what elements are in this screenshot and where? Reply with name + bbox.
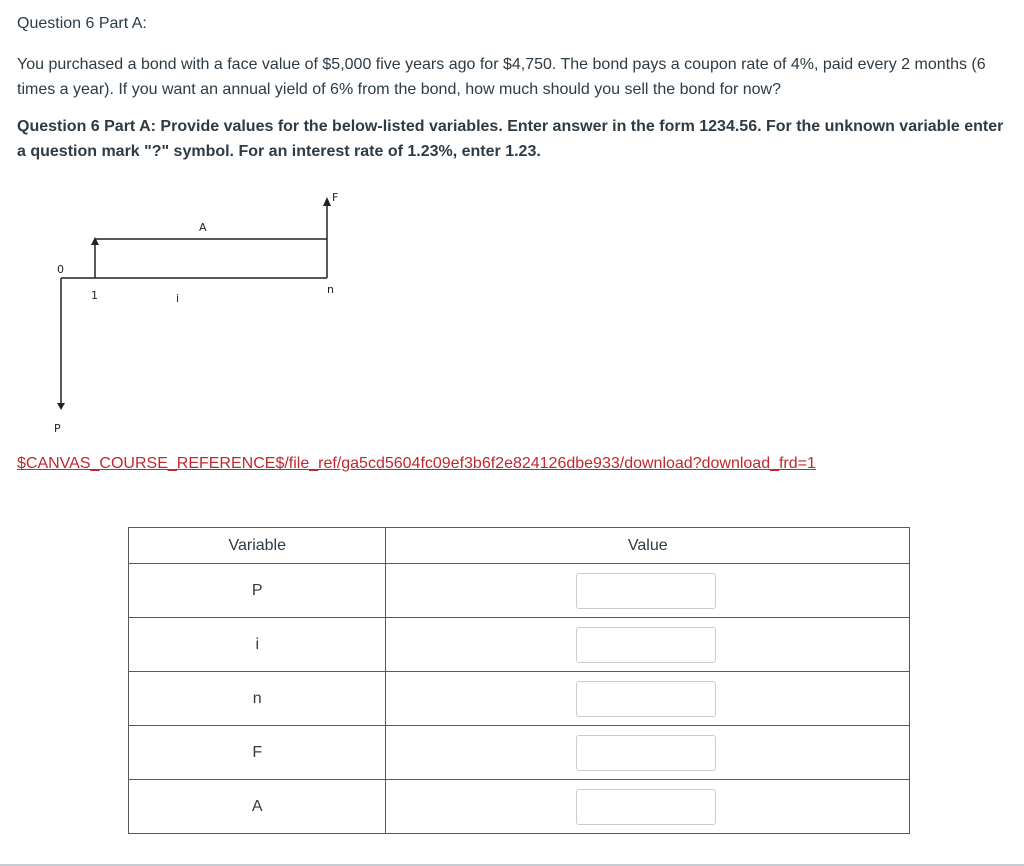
variables-table	[128, 527, 910, 834]
table-header-row	[129, 528, 910, 564]
value-input-a[interactable]	[576, 789, 716, 825]
header-value: Value	[386, 528, 910, 564]
table-row	[129, 726, 910, 780]
value-cell	[386, 564, 910, 618]
table-row	[129, 618, 910, 672]
variable-cell: n	[129, 672, 386, 726]
variable-cell: A	[129, 780, 386, 834]
question-prompt: You purchased a bond with a face value of $5,000 five years ago for $4,750. The bond pays a coupon rate of 4%, paid every 2 months (6 times a year). If you want an annual yield of 6% from the bond, how much should you sell the bond for now?	[17, 56, 986, 98]
variable-cell: F	[129, 726, 386, 780]
question-instructions: Question 6 Part A: Provide values for the below-listed variables. Enter answer in the form 1234.56. For the unknown variable enter a question mark "?" symbol. For an interest rate of 1.23%, enter 1.23.	[17, 118, 1004, 160]
table-row	[129, 780, 910, 834]
label-a: A	[199, 221, 207, 234]
value-cell	[386, 618, 910, 672]
cash-flow-diagram	[0, 180, 360, 450]
table-row	[129, 672, 910, 726]
value-cell	[386, 780, 910, 834]
value-input-p[interactable]	[576, 573, 716, 609]
question-title: Question 6 Part A:	[17, 15, 147, 32]
variable-cell: P	[129, 564, 386, 618]
label-one: 1	[91, 289, 98, 302]
label-i: i	[176, 292, 180, 305]
label-n: n	[327, 283, 334, 296]
label-f: F	[332, 191, 339, 204]
header-variable: Variable	[129, 528, 386, 564]
label-zero: 0	[57, 263, 64, 276]
a-left-arrowhead	[91, 237, 99, 245]
f-arrowhead	[323, 197, 331, 206]
value-cell	[386, 726, 910, 780]
label-p: P	[54, 422, 61, 435]
value-cell	[386, 672, 910, 726]
value-input-i[interactable]	[576, 627, 716, 663]
value-input-n[interactable]	[576, 681, 716, 717]
file-download-link[interactable]: $CANVAS_COURSE_REFERENCE$/file_ref/ga5cd5604fc09ef3b6f2e824126dbe933/download?download_frd=1	[17, 455, 816, 472]
value-input-f[interactable]	[576, 735, 716, 771]
variable-cell: i	[129, 618, 386, 672]
table-row	[129, 564, 910, 618]
p-arrowhead	[57, 403, 65, 410]
